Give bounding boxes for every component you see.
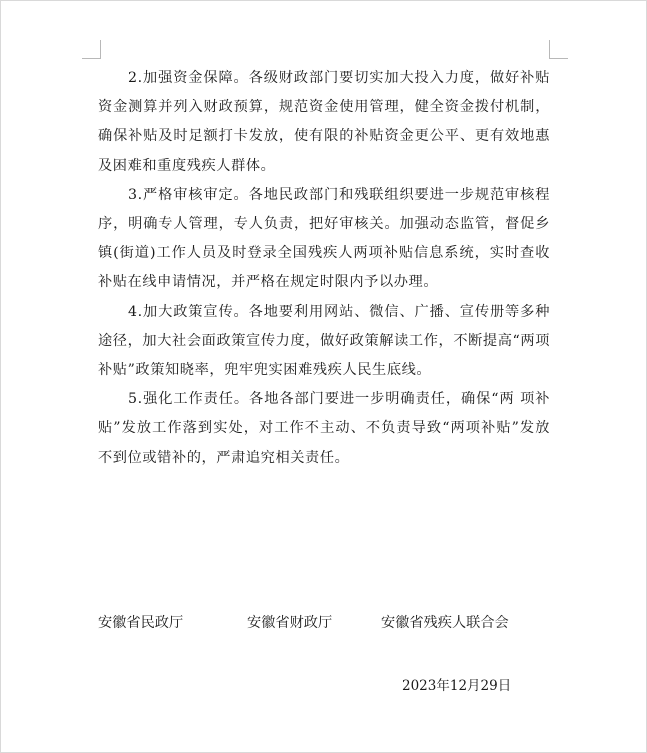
- top-left-margin-marker: [82, 40, 101, 59]
- document-body: [98, 64, 550, 473]
- paragraph-publicity: 4.加大政策宣传。各地要利用网站、微信、广播、宣传册等多种途径，加大社会面政策宣传力度，做好政策解读工作，不断提高“两项补贴”政策知晓率，兜牢兜实困难残疾人民生底线。: [98, 303, 550, 379]
- paragraph-funding: 2.加强资金保障。各级财政部门要切实加大投入力度，做好补贴资金测算并列入财政预算，规范资金使用管理，健全资金拨付机制，确保补贴及时足额打卡发放，使有限的补贴资金更公平、更有效地惠及困难和重度残疾人群体。: [98, 70, 550, 174]
- paragraph-responsibility: 5.强化工作责任。各地各部门要进一步明确责任，确保“两 项补贴”发放工作落到实处，对工作不主动、不负责导致“两项补贴”发放不到位或错补的，严肃追究相关责任。: [98, 391, 550, 466]
- top-right-margin-marker: [549, 40, 568, 59]
- issue-date: 2023年12月29日: [402, 678, 512, 694]
- signature-civil-affairs: 安徽省民政厅: [98, 615, 184, 631]
- signature-disabled-federation: 安徽省残疾人联合会: [381, 615, 509, 631]
- paragraph-review: 3.严格审核审定。各地民政部门和残联组织要进一步规范审核程序，明确专人管理，专人负责，把好审核关。加强动态监管，督促乡镇(街道)工作人员及时登录全国残疾人两项补贴信息系统，实时查收补贴在线申请情况，并严格在规定时限内予以办理。: [98, 186, 550, 291]
- signature-finance: 安徽省财政厅: [247, 615, 333, 631]
